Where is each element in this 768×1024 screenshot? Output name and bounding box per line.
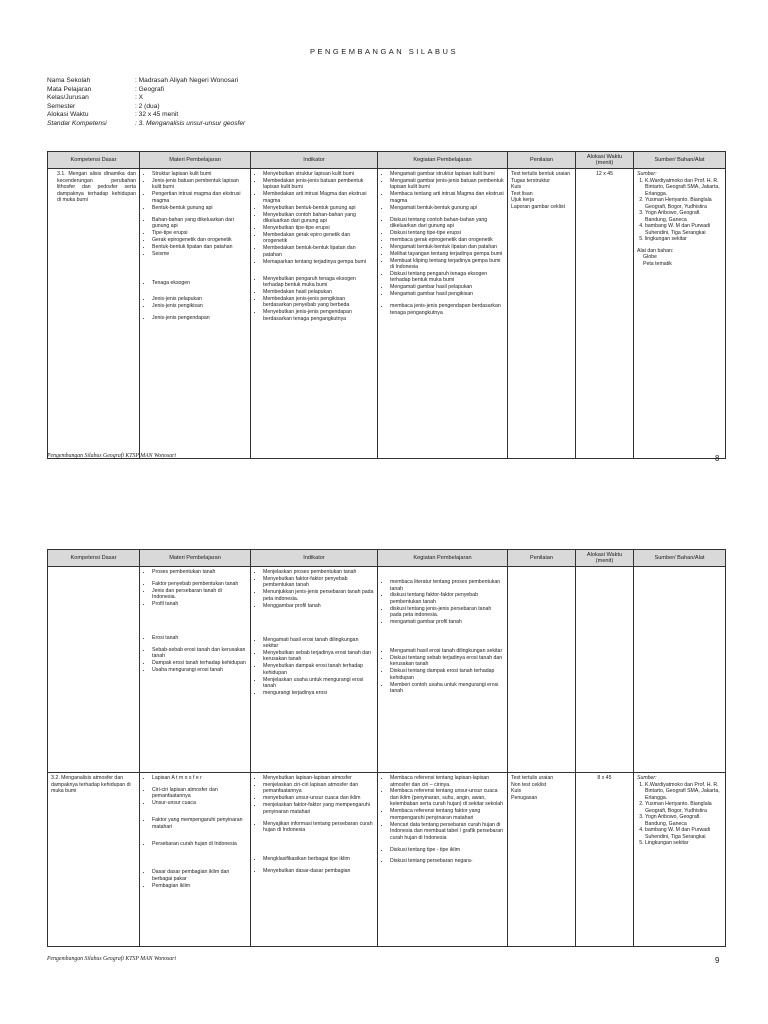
alokasi-cell: [576, 567, 634, 773]
table-row: [48, 169, 726, 459]
list-item: 5. Lingkungan sekitar: [645, 840, 722, 847]
kegiatan-cell: [378, 567, 508, 773]
list-item: • Jenis-jenis pengikisan: [152, 303, 247, 310]
list-item: • Menyebutkan dasar-dasar pembagian: [263, 868, 374, 875]
list-item: • Menjelaskan proses pembentukan tanah: [263, 569, 374, 576]
list-item: • Membedakan jenis-jenis batuan pembentuk lapisan kulit bumi: [263, 178, 374, 191]
list-item: • Mengamati bentuk-bentuk gunung api: [390, 205, 504, 212]
header-alokasi: Alokasi Waktu (menit): [576, 152, 634, 169]
sumber-cell: [634, 567, 726, 773]
list-item: • Diskusi tentang persebaran negara-: [390, 858, 504, 865]
list-item: • Mengamati bentuk-bentuk lipatan dan patahan: [390, 244, 504, 251]
table-row: [48, 567, 726, 773]
list-item: • Diskusi tentang dampak erosi tanah terhadap kehidupan: [390, 668, 504, 681]
kegiatan-cell: [378, 773, 508, 947]
alokasi-cell: 12 x 45: [576, 169, 634, 459]
list-item: • Menyebutkan struktur lapisan kulit bumi: [263, 171, 374, 178]
header-indikator: Indikator: [251, 152, 378, 169]
list-item: • Menggambar profil tanah: [263, 603, 374, 610]
list-item: • menjelaskan faktor-faktor yang mempengaruhi penyinaran matahari: [263, 802, 374, 815]
indikator-cell: [251, 773, 378, 947]
list-item: • Sebab-sebab erosi tanah dan kerusakan tanah: [152, 647, 247, 660]
list-item: • Mengamati hasil erosi tanah dilingkungan sekitar: [263, 637, 374, 650]
page-number: 8: [715, 454, 720, 463]
list-item: • mengamati gambar profil tanah: [390, 619, 504, 626]
materi-cell: [140, 773, 251, 947]
header-materi: Materi Pembelajaran: [140, 152, 251, 169]
list-item: • Pembagian iklim: [152, 883, 247, 890]
header-indikator: Indikator: [251, 550, 378, 567]
materi-cell: [140, 169, 251, 459]
list-item: • Gerak epirogenetik dan orogenetik: [152, 237, 247, 244]
list-item: • Membedakan hasil pelapukan: [263, 289, 374, 296]
list-item: • Diskusi tentang pengaruh tenaga eksogen terhadap bentuk muka bumi: [390, 271, 504, 284]
kegiatan-cell: [378, 169, 508, 459]
list-item: • Menyebutkan sebab terjadinya erosi tanah dan kerusakan tanah: [263, 650, 374, 663]
list-item: • Jenis-jenis pelapukan: [152, 296, 247, 303]
list-item: • Menyebutkan dampak erosi tanah terhadap kehidupan: [263, 663, 374, 676]
list-item: • Menyebutkan faktor-faktor penyebab pembentukan tanah: [263, 576, 374, 589]
list-item: • Faktor penyebab pembentukan tanah: [152, 581, 247, 588]
meta-row: Alokasi Waktu : 32 x 45 menit: [47, 111, 179, 119]
syllabus-table-1: [47, 151, 726, 459]
list-item: 4. bambang W. M dan Purwadi Suhendini, Tiga Serangkai: [645, 827, 722, 840]
list-item: • Mengamati gambar struktur lapisan kulit bumi: [390, 171, 504, 178]
list-item: • Membuat kliping tentang terjadinya gempa bumi di Indonesia: [390, 258, 504, 271]
header-kegiatan: Kegiatan Pembelajaran: [378, 550, 508, 567]
syllabus-table-2: [47, 549, 726, 947]
list-item: • mengurangi terjadinya erosi: [263, 690, 374, 697]
list-item: • Tenaga eksogen: [152, 280, 247, 287]
list-item: • Membaca referensi tentang lapisan-lapisan atmosfer dan ciri – cirinya.: [390, 775, 504, 788]
identity-block: [47, 77, 245, 129]
table-row: [48, 773, 726, 947]
meta-row: Standar Kompetensi : 3. Menganalisis unsur-unsur geosfer: [47, 119, 246, 127]
list-item: 4. bambang W. M dan Purwadi Suhendini, Tiga Serangkai: [645, 223, 722, 236]
list-item: • Dasar dasar pembagian iklim dan berbagai pakar: [152, 869, 247, 882]
list-item: • Mengamati gambar hasil pengikisan: [390, 291, 504, 298]
list-item: • Ciri-ciri lapisan atmosfer dan pemanfaatannya: [152, 787, 247, 800]
list-item: • Mengklasifikasikan berbagai tipe iklim: [263, 856, 374, 863]
sumber-cell: Sumber: 1. K.Wardiyatmoko dan Prof. H. R. Bintarto, Geografi SMA, Jakarta, Erlangga. 2. Yusman Heriyanto. Bianglala Geografi, Bogor, Yudhistira 3. Yogn Aribowo, Geografi. Bandung, Ganeca 4. bambang W. M dan Purwadi Suhendini, Tiga Serangkai 5. lingkungan sekitar Alat dan bahan: Globe Peta tematik: [634, 169, 726, 459]
list-item: • Menyebutkan bentuk-bentuk gunung api: [263, 205, 374, 212]
alokasi-cell: 8 x 45: [576, 773, 634, 947]
list-item: • Membedakan bentuk-bentuk lipatan dan patahan: [263, 245, 374, 258]
list-item: • membaca literatur tentang proses pembentukan tanah: [390, 579, 504, 592]
list-item: • Faktor yang mempengaruhi penyinaran matahari: [152, 817, 247, 830]
page-2: [0, 500, 768, 1024]
materi-cell: [140, 567, 251, 773]
list-item: • Membaca tentang arti intrusi Magma dan ekstrusi magma: [390, 191, 504, 204]
kd-cell: [48, 567, 140, 773]
page-1: [0, 0, 768, 480]
meta-row: Nama Sekolah : Madrasah Aliyah Negeri Wonosari: [47, 77, 239, 84]
list-item: • Menyebutkan lapisan-lapisan atmosfer: [263, 775, 374, 782]
header-sumber: Sumber/ Bahan/Alat: [634, 550, 726, 567]
list-item: • Membaca referensi tentang unsur-unsur cuaca dan iklim (penyinaran, suhu, angin, awan, kelembaban serta curah hujan) di sekitar sekolah: [390, 788, 504, 808]
list-item: • Membedakan jenis-jenis pengikisan berdasarkan penyebab yang berbeda: [263, 296, 374, 309]
kd-cell: 3.1. Mengan alisis dinamika dan kecenderungan perubahan lithosfer dan pedosfer serta dampaknya terhadap kehidupan di muka bumi: [48, 169, 140, 459]
penilaian-cell: Test tertulis bentuk uraian Tugas terstruktur Kuis Test lisan Ujuk kerja Laporan gambar ceklist: [508, 169, 576, 459]
list-item: 2. Yusman Heriyanto. Bianglala Geografi, Bogor, Yudhistira: [645, 197, 722, 210]
meta-row: Kelas/Jurusan : X: [47, 94, 144, 102]
list-item: • Mengamati gambar jenis-jenis batuan pembentuk lapisan kulit bumi: [390, 178, 504, 191]
list-item: • Seisme: [152, 251, 247, 258]
header-sumber: Sumber/ Bahan/Alat: [634, 152, 726, 169]
list-item: • Diskusi tentang tipe - tipe iklim: [390, 847, 504, 854]
list-item: 1. K.Wardiyatmoko dan Prof. H. R. Bintarto, Geografi SMA, Jakarta, Erlangga.: [645, 178, 722, 198]
header-materi: Materi Pembelajaran: [140, 550, 251, 567]
indikator-cell: [251, 567, 378, 773]
list-item: • Memaparkan tentang terjadinya gempa bumi: [263, 259, 374, 266]
footer-text: Pengembangan Silabus Geografi KTSP MAN Wonosari: [47, 453, 176, 459]
list-item: 1. K.Wardiyatmoko dan Prof. H. R. Bintarto, Geografi SMA, Jakarta, Erlangga.: [645, 782, 722, 802]
table-header-row: [48, 152, 726, 169]
page-number: 9: [715, 956, 720, 965]
list-item: • Menyebutkan pengaruh tenaga eksogen terhadap bentuk muka bumi: [263, 276, 374, 289]
list-item: 2. Yusman Heriyanto. Bianglala Geografi, Bogor, Yudhistira: [645, 801, 722, 814]
list-item: • Diskusi tentang tipe-tipe erupsi: [390, 230, 504, 237]
list-item: • Membedakan gerak epiro genetik dan orogenetik: [263, 232, 374, 245]
list-item: • menyebutkan unsur-unsur cuaca dan iklim: [263, 795, 374, 802]
header-penilaian: Penilaian: [508, 152, 576, 169]
list-item: • Jenis dan persebaran tanah di Indonesia.: [152, 588, 247, 601]
list-item: • Menyebutkan jenis-jenis pengendapan berdasarkan tenaga pengangkutnya: [263, 309, 374, 322]
list-item: • Proses pembentukan tanah: [152, 569, 247, 576]
list-item: • Jenis-jenis batuan pembentuk lapisan kulit bumi: [152, 178, 247, 191]
header-penilaian: Penilaian: [508, 550, 576, 567]
list-item: • Menyajikan informasi tentang persebaran curah hujan di Indonesia: [263, 821, 374, 834]
list-item: • Lapisan A t m o s f e r: [152, 775, 247, 782]
penilaian-cell: [508, 567, 576, 773]
list-item: • Profil tanah: [152, 601, 247, 608]
document-title: PENGEMBANGAN SILABUS: [310, 47, 458, 56]
list-item: • Unsur-unsur cuaca: [152, 800, 247, 807]
list-item: • Menunjukkan jenis-jenis persebaran tanah pada peta indonesia.: [263, 589, 374, 602]
list-item: • Membaca referensi tentang faktor yang mempengaruhi penyinaran matahari: [390, 808, 504, 821]
penilaian-cell: Test tertulis uraian Non test ceklist Kuis Penugasan: [508, 773, 576, 947]
list-item: • Memberi contoh usaha untuk mengurangi erosi tanah: [390, 682, 504, 695]
list-item: 3. Yogn Aribowo, Geografi. Bandung, Ganeca: [645, 210, 722, 223]
list-item: • menjelaskan ciri-ciri lapisan atmosfer dan pemanfaatannya: [263, 782, 374, 795]
list-item: • Mencari data tentang persebaran curah hujan di Indonesia dan membuat tabel / grafik persebaran curah hujan di Indonesia: [390, 822, 504, 842]
list-item: • Pengertian intrusi magma dan ekstrusi magma: [152, 191, 247, 204]
list-item: • Dampak erosi tanah terhadap kehidupan: [152, 660, 247, 667]
list-item: • membaca gerak epirogenetik dan orogenetik: [390, 237, 504, 244]
table-header-row: [48, 550, 726, 567]
list-item: • Struktur lapisan kulit bumi: [152, 171, 247, 178]
list-item: • Erosi tanah: [152, 635, 247, 642]
list-item: • Bentuk-bentuk lipatan dan patahan: [152, 244, 247, 251]
header-alokasi: Alokasi Waktu (menit): [576, 550, 634, 567]
list-item: • membaca jenis-jenis pengendapan berdasarkan tenaga pengangkutnya: [390, 303, 504, 316]
meta-row: Mata Pelajaran : Geografi: [47, 85, 164, 93]
list-item: • Jenis-jenis pengendapan: [152, 315, 247, 322]
list-item: • Usaha mengurangi erosi tanah: [152, 667, 247, 674]
list-item: • diskusi tentang faktor-faktor penyebab pembentukan tanah: [390, 592, 504, 605]
list-item: • Melihat tayangan tentang terjadinya gempa bumi: [390, 251, 504, 258]
sumber-cell: Sumber: 1. K.Wardiyatmoko dan Prof. H. R. Bintarto, Geografi SMA, Jakarta, Erlangga. 2. Yusman Heriyanto. Bianglala Geografi, Bogor, Yudhistira 3. Yogn Aribowo, Geografi. Bandung, Ganeca 4. bambang W. M dan Purwadi Suhendini, Tiga Serangkai 5. Lingkungan sekitar: [634, 773, 726, 947]
list-item: • Bentuk-bentuk gunung api: [152, 205, 247, 212]
list-item: • Bahan-bahan yang dikeluarkan dari gunung api: [152, 217, 247, 230]
list-item: • diskusi tentang jenis-jenis persebaran tanah pada peta indonesia.: [390, 606, 504, 619]
list-item: • Diskusi tentang sebab terjadinya erosi tanah dan kerusakan tanah: [390, 655, 504, 668]
meta-row: Semester : 2 (dua): [47, 102, 160, 110]
list-item: 5. lingkungan sekitar: [645, 236, 722, 243]
list-item: 3. Yogn Aribowo, Geografi. Bandung, Ganeca: [645, 814, 722, 827]
header-kompetensi-dasar: Kompetensi Dasar: [48, 550, 140, 567]
indikator-cell: [251, 169, 378, 459]
list-item: • Menyebutkan contoh bahan-bahan yang dikeluarkan dari gunung api: [263, 212, 374, 225]
list-item: • Mengamati hasil erosi tanah dilingkungan sekitar: [390, 648, 504, 655]
list-item: • Mengamati gambar hasil pelapukan: [390, 284, 504, 291]
list-item: • Tipe-tipe erupsi: [152, 230, 247, 237]
list-item: • Menjelaskan usaha untuk mengurangi erosi tanah: [263, 677, 374, 690]
header-kompetensi-dasar: Kompetensi Dasar: [48, 152, 140, 169]
kd-cell: 3.2. Menganalisis atmosfer dan dampaknya terhadap kehidupan di muka bumi: [48, 773, 140, 947]
list-item: • Menyebutkan tipe-tipe erupsi: [263, 225, 374, 232]
header-kegiatan: Kegiatan Pembelajaran: [378, 152, 508, 169]
list-item: • Persebaran curah hujan di Indonesia: [152, 841, 247, 848]
list-item: • Diskusi tentang contoh bahan-bahan yang dikeluarkan dari gunung api: [390, 217, 504, 230]
list-item: • Membedakan arti intrusi Magma dan ekstrusi magma: [263, 191, 374, 204]
footer-text: Pengembangan Silabus Geografi KTSP MAN Wonosari: [47, 956, 176, 962]
